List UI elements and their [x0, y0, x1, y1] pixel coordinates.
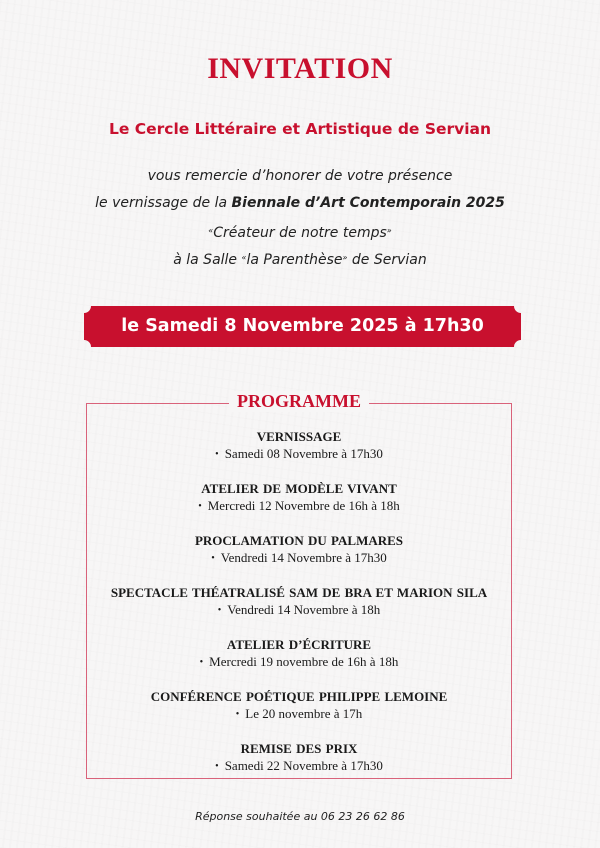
bullet-icon: •	[198, 501, 202, 512]
venue-prefix: à la Salle	[173, 252, 242, 268]
exhibition-theme: Créateur de notre temps	[213, 225, 387, 241]
event-date	[87, 705, 511, 723]
programme-event	[87, 688, 511, 740]
event-title: ATELIER D’ÉCRITURE	[226, 637, 372, 652]
event-title: CONFÉRENCE POÉTIQUE PHILIPPE LEMOINE	[150, 689, 448, 704]
event-name: Biennale d’Art Contemporain 2025	[231, 195, 505, 211]
event-title: ATELIER DE MODÈLE VIVANT	[201, 481, 397, 496]
bullet-icon: •	[235, 709, 240, 720]
programme-title: PROGRAMME	[229, 391, 369, 412]
event-title: SPECTACLE THÉATRALISÉ SAM DE BRA ET MARION SILA	[110, 585, 488, 600]
intro-text	[0, 163, 600, 271]
venue-name: la Parenthèse	[246, 252, 343, 268]
bullet-icon: •	[211, 553, 215, 564]
event-title: VERNISSAGE	[256, 429, 342, 444]
event-date-text: Vendredi 14 Novembre à 18h	[227, 602, 381, 617]
programme-event	[87, 532, 511, 584]
bullet-icon: •	[199, 657, 204, 668]
bullet-icon: •	[215, 761, 219, 772]
event-date	[87, 757, 511, 775]
intro-line-1: vous remercie d’honorer de votre présence	[147, 168, 453, 184]
programme-event	[87, 584, 511, 636]
programme-event	[87, 480, 511, 532]
close-quote: »	[342, 253, 348, 262]
event-date	[87, 601, 511, 619]
programme-event	[87, 636, 511, 688]
event-date	[87, 497, 511, 515]
event-date	[87, 549, 511, 567]
event-title: PROCLAMATION DU PALMARES	[194, 533, 404, 548]
programme-events	[87, 428, 511, 792]
intro-line-2	[0, 190, 600, 217]
organization-name: Le Cercle Littéraire et Artistique de Servian	[108, 120, 492, 138]
bullet-icon: •	[217, 605, 222, 616]
event-date-text: Vendredi 14 Novembre à 17h30	[220, 550, 387, 565]
programme-event	[87, 740, 511, 792]
date-banner	[84, 306, 521, 347]
close-quote: »	[386, 226, 392, 235]
event-date-text: Samedi 22 Novembre à 17h30	[224, 758, 383, 773]
venue-suffix: de Servian	[347, 252, 427, 268]
programme-box	[86, 391, 512, 779]
event-date-text: Mercredi 12 Novembre de 16h à 18h	[207, 498, 400, 513]
event-date-text: Le 20 novembre à 17h	[245, 706, 363, 721]
open-quote: «	[241, 253, 247, 262]
event-date-text: Mercredi 19 novembre de 16h à 18h	[209, 654, 399, 669]
intro-line-2-prefix: le vernissage de la	[95, 195, 232, 211]
programme-event	[87, 428, 511, 480]
invitation-title: INVITATION	[207, 52, 393, 85]
event-date	[87, 445, 511, 463]
open-quote: «	[208, 226, 214, 235]
event-title: REMISE DES PRIX	[240, 741, 358, 756]
event-date	[87, 653, 511, 671]
bullet-icon: •	[215, 449, 219, 460]
banner-date-text: le Samedi 8 Novembre 2025 à 17h30	[121, 316, 484, 336]
intro-line-4	[0, 244, 600, 271]
intro-line-3	[0, 217, 600, 244]
event-date-text: Samedi 08 Novembre à 17h30	[224, 446, 383, 461]
rsvp-text: Réponse souhaitée au 06 23 26 62 86	[195, 810, 405, 823]
